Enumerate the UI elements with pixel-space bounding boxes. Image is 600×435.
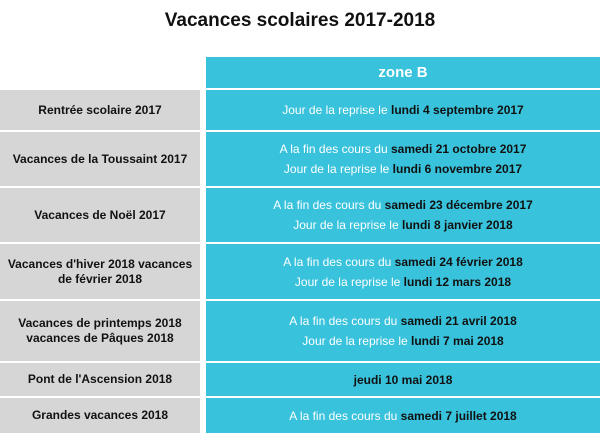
date-value: 10 mai 2018 [384,372,453,387]
row-label [0,301,200,363]
row-label-text: Vacances de printemps 2018 vacances de Pâques 2018 [18,316,182,345]
date-day: lundi [392,162,422,176]
date-day: samedi [384,198,426,212]
row-dates [206,132,600,188]
date-day: jeudi [353,372,382,387]
row-label [0,244,200,301]
row-label [0,363,200,398]
row-label-text: Vacances de Noël 2017 [34,207,166,222]
zone-header: zone B [206,57,600,90]
date-line [295,272,511,292]
page-title: Vacances scolaires 2017-2018 [164,10,436,31]
row-label-text: Pont de l'Ascension 2018 [27,372,173,386]
date-line [289,311,517,331]
date-line [273,195,533,215]
date-prefix: A la fin des cours du [279,142,391,156]
date-value: 7 mai 2018 [443,334,504,348]
date-prefix: A la fin des cours du [273,198,385,212]
date-day: lundi [411,334,440,348]
date-line [293,215,512,235]
date-day: samedi [400,314,442,328]
date-prefix: Jour de la reprise le [283,162,393,176]
row-dates [206,398,600,435]
row-label-text: Vacances de la Toussaint 2017 [12,151,188,166]
row-label [0,398,200,435]
date-value: 4 septembre 2017 [423,103,524,117]
row-dates [206,90,600,132]
date-line [302,331,503,351]
header-blank-cell [0,57,200,90]
date-line [289,406,516,426]
date-day: lundi [401,218,431,232]
date-prefix: Jour de la reprise le [293,218,402,232]
date-day: samedi [394,254,436,269]
row-label-text: Rentrée scolaire 2017 [38,102,162,117]
row-label [0,132,200,188]
date-value: 21 avril 2018 [445,314,517,328]
date-line [282,100,523,120]
date-value: 6 novembre 2017 [424,162,523,176]
row-dates [206,301,600,363]
date-day: samedi [400,408,443,423]
row-dates [206,244,600,301]
date-line [280,139,527,159]
date-prefix: Jour de la reprise le [302,334,411,348]
date-day: lundi [403,274,433,289]
row-label [0,90,200,132]
date-day: samedi [390,142,433,156]
date-prefix: Jour de la reprise le [294,274,404,289]
row-dates [206,188,600,244]
row-label-text: Grandes vacances 2018 [31,408,169,422]
date-value: 24 février 2018 [439,254,523,269]
date-value: 21 octobre 2017 [435,142,527,156]
row-label-text: Vacances d'hiver 2018 vacances de février 2018 [7,256,193,286]
date-line [283,252,523,272]
row-label [0,188,200,244]
date-prefix: Jour de la reprise le [282,103,391,117]
date-line [354,370,453,390]
date-value: 12 mars 2018 [435,274,512,289]
date-prefix: A la fin des cours du [289,314,401,328]
date-value: 23 décembre 2017 [429,198,533,212]
date-value: 8 janvier 2018 [434,218,513,232]
date-prefix: A la fin des cours du [283,254,395,269]
date-day: lundi [390,103,420,117]
date-prefix: A la fin des cours du [289,408,401,423]
date-value: 7 juillet 2018 [445,408,517,423]
row-dates [206,363,600,398]
date-line [284,159,522,179]
